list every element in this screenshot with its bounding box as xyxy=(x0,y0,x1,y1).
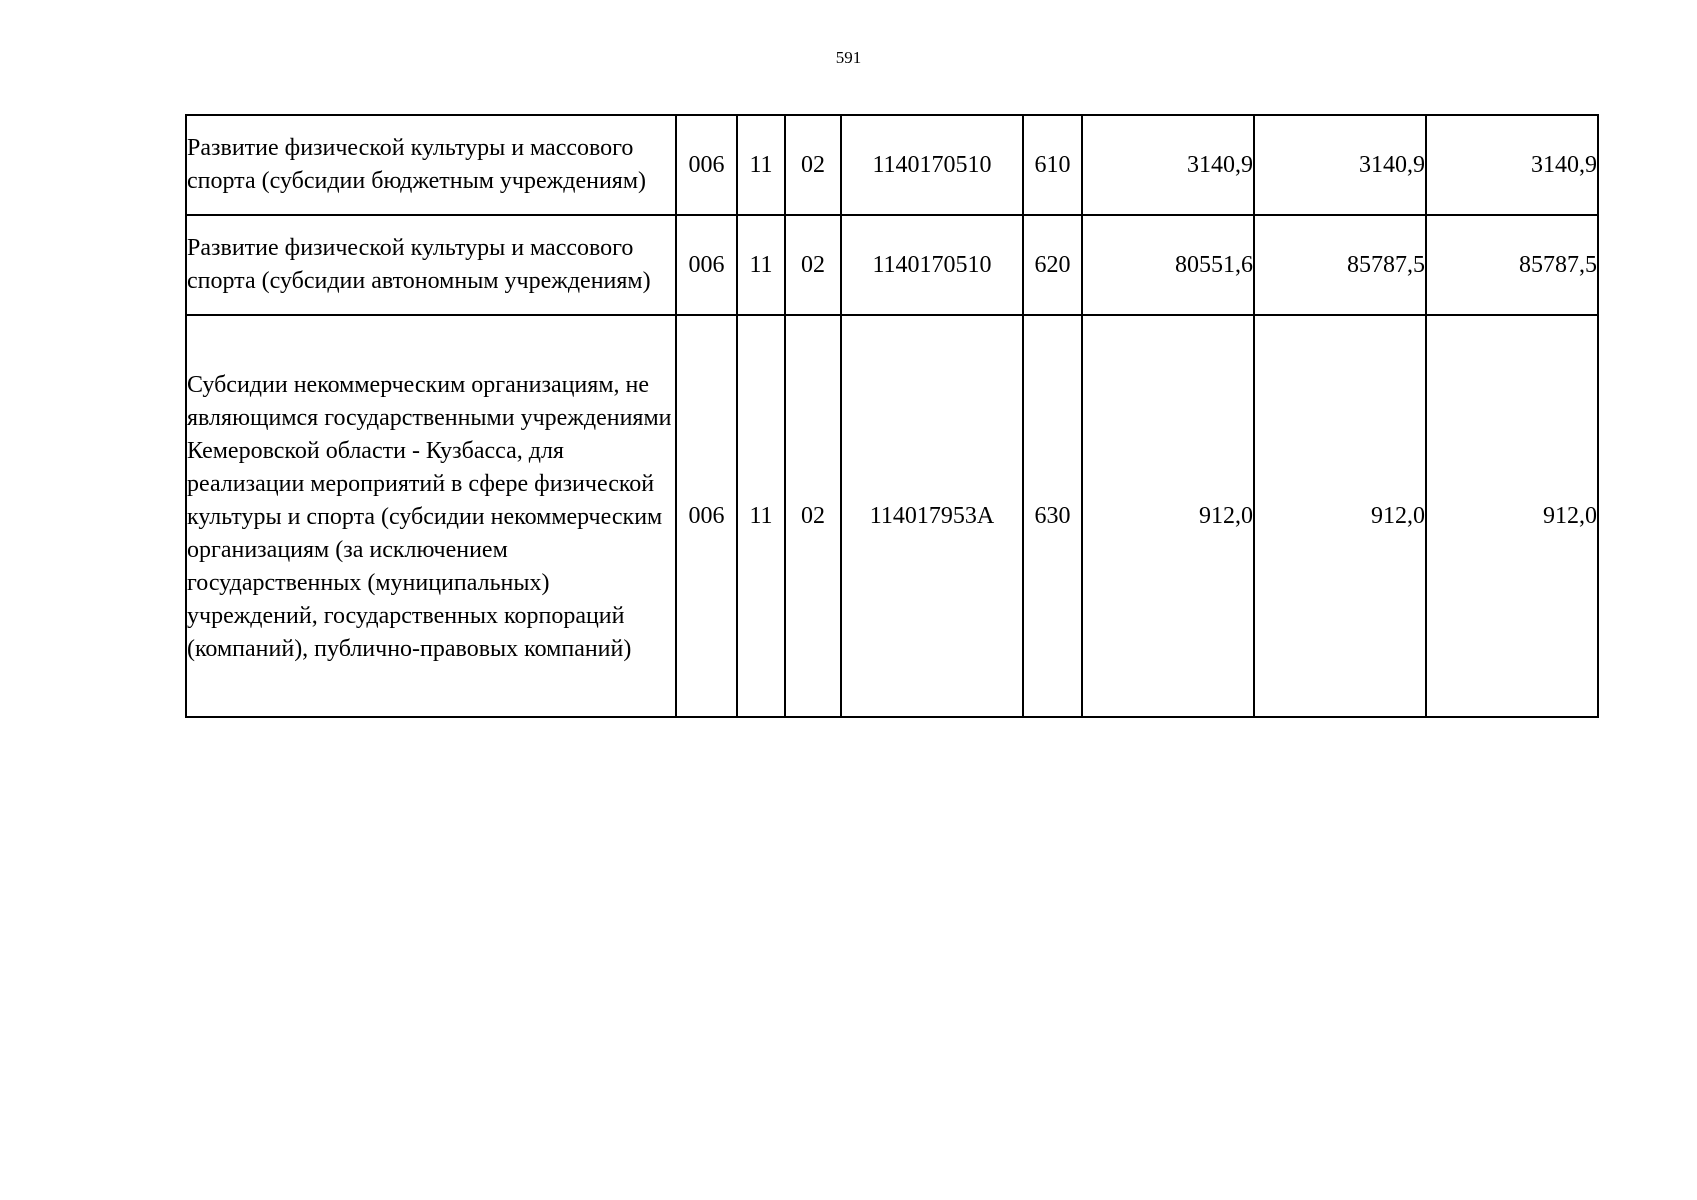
expense-type-cell: 610 xyxy=(1023,115,1082,215)
subsection-code-cell: 02 xyxy=(785,115,841,215)
subsection-code-cell: 02 xyxy=(785,215,841,315)
amount-2-cell: 3140,9 xyxy=(1254,115,1426,215)
target-article-cell: 114017953А xyxy=(841,315,1023,717)
row-name-cell: Развитие физической культуры и массового спорта (субсидии бюджетным учреждениям) xyxy=(186,115,676,215)
table-row xyxy=(186,215,1598,315)
table-row xyxy=(186,115,1598,215)
ministry-code-cell: 006 xyxy=(676,215,737,315)
table-row xyxy=(186,315,1598,717)
target-article-cell: 1140170510 xyxy=(841,115,1023,215)
amount-2-cell: 912,0 xyxy=(1254,315,1426,717)
page-number: 591 xyxy=(835,48,862,67)
expense-type-cell: 620 xyxy=(1023,215,1082,315)
amount-3-cell: 3140,9 xyxy=(1426,115,1598,215)
section-code-cell: 11 xyxy=(737,115,785,215)
subsection-code-cell: 02 xyxy=(785,315,841,717)
section-code-cell: 11 xyxy=(737,215,785,315)
budget-table xyxy=(185,114,1599,718)
amount-3-cell: 912,0 xyxy=(1426,315,1598,717)
amount-3-cell: 85787,5 xyxy=(1426,215,1598,315)
target-article-cell: 1140170510 xyxy=(841,215,1023,315)
section-code-cell: 11 xyxy=(737,315,785,717)
row-name-cell: Развитие физической культуры и массового спорта (субсидии автономным учреждениям) xyxy=(186,215,676,315)
ministry-code-cell: 006 xyxy=(676,115,737,215)
amount-2-cell: 85787,5 xyxy=(1254,215,1426,315)
amount-1-cell: 912,0 xyxy=(1082,315,1254,717)
expense-type-cell: 630 xyxy=(1023,315,1082,717)
amount-1-cell: 3140,9 xyxy=(1082,115,1254,215)
row-name-cell: Субсидии некоммерческим организациям, не являющимся государственными учреждениями Кемеровской области - Кузбасса, для реализации мероприятий в сфере физической культуры и спорта (субсидии некоммерческим организациям (за исключением государственных (муниципальных) учреждений, государственных корпораций (компаний), публично-правовых компаний) xyxy=(186,315,676,717)
ministry-code-cell: 006 xyxy=(676,315,737,717)
amount-1-cell: 80551,6 xyxy=(1082,215,1254,315)
